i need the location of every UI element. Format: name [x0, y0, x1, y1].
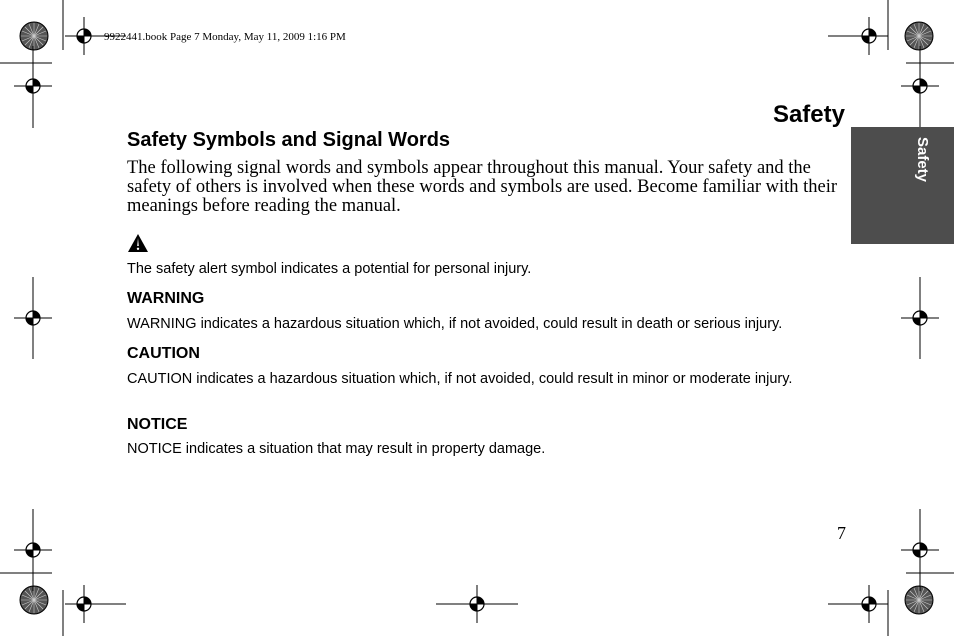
signal-label-caution: CAUTION	[127, 345, 200, 362]
signal-label-warning: WARNING	[127, 290, 205, 307]
side-tab	[851, 127, 954, 244]
section-heading: Safety Symbols and Signal Words	[127, 129, 451, 151]
page-title: Safety	[772, 101, 845, 128]
signal-text-notice: NOTICE indicates a situation that may result in property damage.	[127, 441, 546, 457]
page-number: 7	[837, 523, 846, 543]
warning-triangle-icon	[127, 233, 149, 253]
book-info-header: 9922441.book Page 7 Monday, May 11, 2009 1:16 PM	[104, 31, 346, 43]
signal-label-notice: NOTICE	[127, 416, 188, 433]
alert-description: The safety alert symbol indicates a potential for personal injury.	[127, 261, 532, 277]
signal-text-warning: WARNING indicates a hazardous situation which, if not avoided, could result in death or serious injury.	[127, 316, 783, 332]
side-tab-label: Safety	[914, 137, 931, 183]
intro-paragraph: The following signal words and symbols appear throughout this manual. Your safety and the safety of others is involved when these words and symbols are used. Become familiar with their meanings before reading the manual.	[127, 158, 838, 216]
signal-text-caution: CAUTION indicates a hazardous situation which, if not avoided, could result in minor or moderate injury.	[127, 371, 793, 387]
